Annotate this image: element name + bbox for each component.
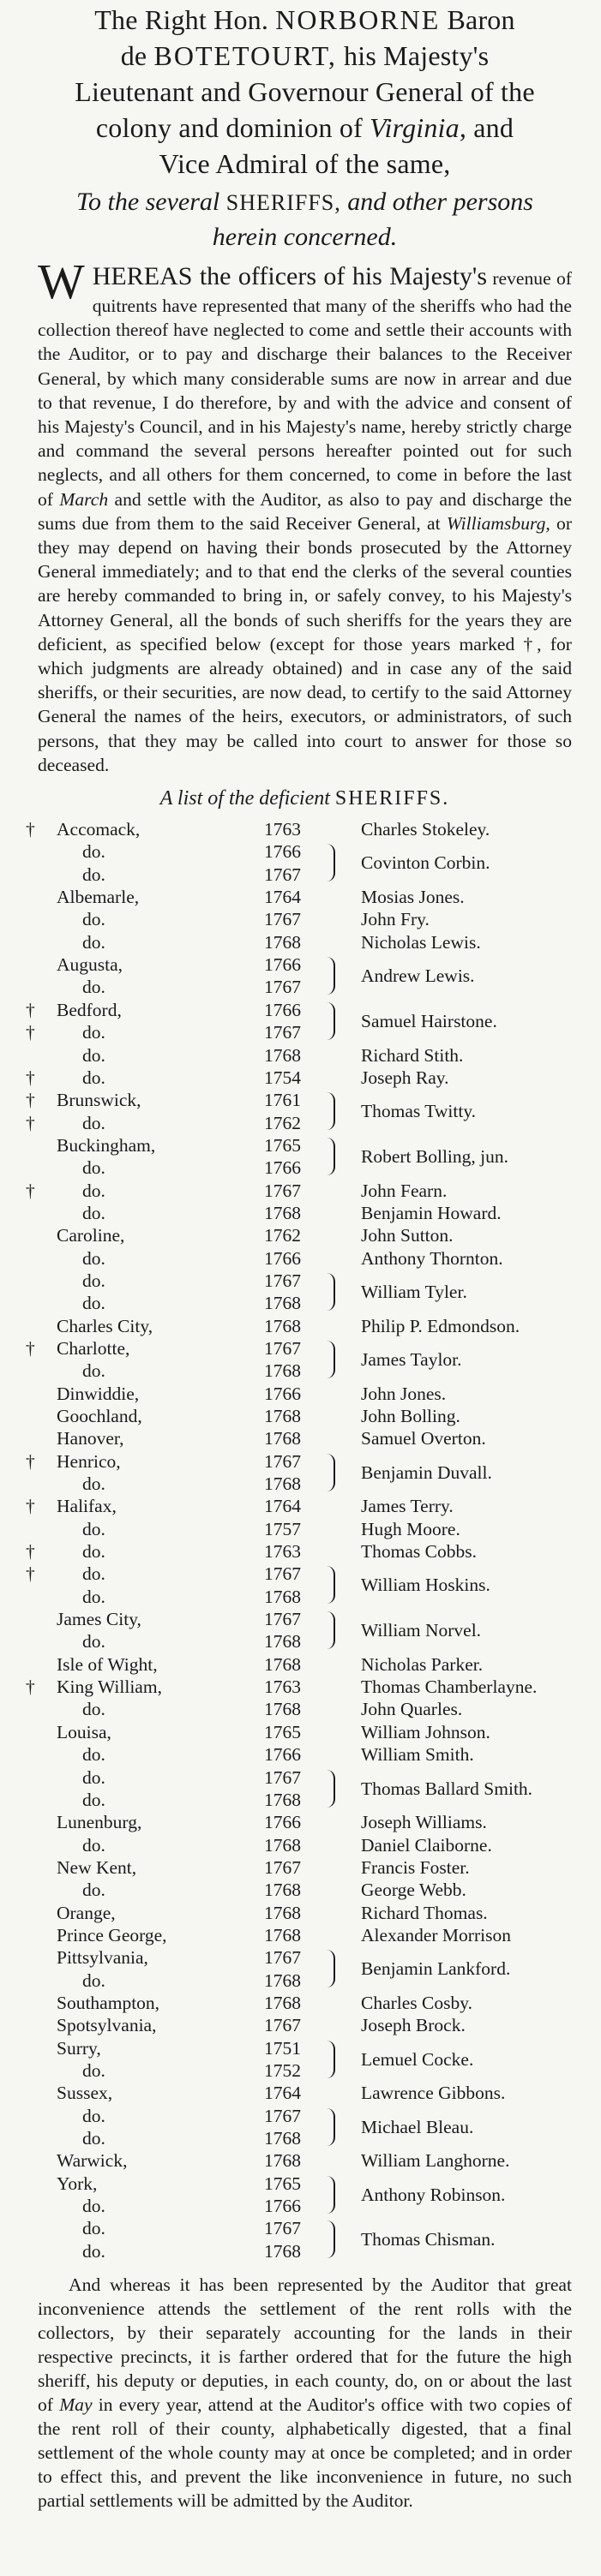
deficient-year: 1768 <box>264 1902 301 1923</box>
sheriff-row <box>38 1856 572 1879</box>
judgment-mark: † <box>26 1180 35 1201</box>
sheriff-name: Francis Foster. <box>361 1856 470 1878</box>
sheriff-name: William Smith. <box>361 1744 474 1766</box>
sheriff-row <box>26 1540 572 1563</box>
sheriff-row <box>26 818 572 840</box>
county-name: do. <box>82 977 105 998</box>
county-name: do. <box>82 1969 105 1991</box>
county-name: do. <box>82 2240 105 2262</box>
county-name: do. <box>82 1157 105 1179</box>
deficient-year: 1764 <box>264 887 301 908</box>
county-name: do. <box>82 1360 105 1382</box>
sheriff-row <box>26 999 572 1031</box>
deficient-year: 1767 <box>264 1180 301 1201</box>
sheriff-name: Joseph Ray. <box>361 1067 449 1088</box>
county-name: do. <box>82 1744 105 1766</box>
sheriff-name: Charles Cosby. <box>361 1992 472 2013</box>
deficient-year: 1766 <box>264 1744 301 1766</box>
county-name: Hanover, <box>57 1428 124 1449</box>
deficient-year: 1763 <box>264 1541 301 1563</box>
sheriff-row <box>38 1202 572 1224</box>
title-line-5: Vice Admiral of the same, <box>159 148 451 179</box>
sheriff-name: Samuel Overton. <box>361 1428 486 1449</box>
deficient-year: 1767 <box>264 2015 301 2036</box>
deficient-year: 1768 <box>264 1360 301 1382</box>
sheriff-name: Michael Bleau. <box>361 2116 474 2137</box>
sheriff-name: William Tyler. <box>361 1281 467 1302</box>
sheriff-row <box>38 1405 572 1427</box>
sheriff-row <box>26 1450 572 1483</box>
sheriff-row <box>38 864 572 886</box>
sheriff-row <box>38 2149 572 2172</box>
deficient-year: 1768 <box>264 1653 301 1675</box>
deficient-year: 1764 <box>264 2083 301 2104</box>
sheriff-name: William Norvel. <box>361 1620 482 1641</box>
county-name: Charlotte, <box>57 1337 130 1359</box>
sheriff-row <box>38 840 572 874</box>
county-name: Goochland, <box>57 1406 142 1426</box>
county-name: James City, <box>57 1609 141 1630</box>
body-part-1: revenue of quitrents have represented that many of the sheriffs who had the collection thereof have neglected to come and settle their accounts with the Auditor, or to pay and discharge their balances to the Receiver General, by which many considerable sums are now in arrear and due to that revenue, I do therefore, by and with the advice and consent of his Majesty's Council, and in his Majesty's name, hereby strictly charge and command the several persons hereafter pointed out for such neglects, and all others for them concerned, to come in before the last of <box>38 268 572 510</box>
sheriff-row <box>38 1721 572 1743</box>
closing-may: May <box>59 2394 93 2416</box>
address-others: and other persons <box>347 188 533 216</box>
deficient-year: 1768 <box>264 2240 301 2262</box>
county-name: do. <box>82 1789 105 1810</box>
sheriff-name: Andrew Lewis. <box>361 965 475 987</box>
deficient-year: 1766 <box>264 954 301 976</box>
deficient-year: 1768 <box>264 1631 301 1653</box>
deficient-year: 1768 <box>264 1699 301 1720</box>
deficient-year: 1768 <box>264 1293 301 1314</box>
deficient-year: 1768 <box>264 1924 301 1945</box>
body-williamsburg: Williamsburg, <box>446 512 550 534</box>
sheriff-name: Nicholas Parker. <box>361 1653 484 1675</box>
sheriff-name: Joseph Williams. <box>361 1812 487 1833</box>
county-name: do. <box>82 1586 105 1607</box>
sheriff-name: Lemuel Cocke. <box>361 2048 474 2070</box>
deficient-year: 1752 <box>264 2059 301 2081</box>
sheriff-row <box>38 1518 572 1540</box>
deficient-year: 1767 <box>264 1270 301 1291</box>
sheriff-row <box>38 1811 572 1833</box>
sheriff-row <box>26 1337 572 1370</box>
county-name: do. <box>82 909 105 930</box>
title-rank: Baron <box>447 4 515 35</box>
county-name: do. <box>82 931 105 953</box>
sheriff-row <box>38 2240 572 2262</box>
deficient-year: 1768 <box>264 1473 301 1495</box>
sheriff-name: John Fearn. <box>361 1180 448 1201</box>
county-name: Surry, <box>57 2037 101 2059</box>
judgment-mark: † <box>26 1067 35 1088</box>
deficient-year: 1765 <box>264 1721 301 1742</box>
sheriff-row <box>38 1698 572 1720</box>
sheriff-name: Thomas Ballard Smith. <box>361 1778 533 1799</box>
sheriff-row <box>26 1067 572 1089</box>
county-name: Lunenburg, <box>57 1812 142 1833</box>
sheriff-row <box>38 2105 572 2137</box>
title-line-4 <box>38 110 572 146</box>
county-name: Warwick, <box>57 2150 128 2172</box>
judgment-mark: † <box>26 1563 35 1585</box>
sheriff-row <box>38 1247 572 1270</box>
deficient-year: 1768 <box>264 1044 301 1066</box>
judgment-mark: † <box>26 1676 35 1698</box>
county-name: do. <box>82 1766 105 1788</box>
sheriff-name: James Terry. <box>361 1496 454 1517</box>
county-name: Accomack, <box>57 819 141 840</box>
deficient-year: 1766 <box>264 1812 301 1833</box>
list-title-text: A list of the deficient <box>159 787 330 810</box>
sheriff-name: John Sutton. <box>361 1225 454 1246</box>
judgment-mark: † <box>26 819 35 840</box>
sheriff-row <box>38 1766 572 1799</box>
county-name: Sussex, <box>57 2083 113 2104</box>
sheriff-name: Daniel Claiborne. <box>361 1834 492 1856</box>
sheriff-row <box>38 886 572 908</box>
sheriff-name: John Fry. <box>361 909 430 930</box>
county-name: do. <box>82 2105 105 2126</box>
sheriff-name: Charles Stokeley. <box>361 819 490 840</box>
county-name: Henrico, <box>57 1450 121 1472</box>
sheriff-row <box>38 1834 572 1856</box>
title-virginia: Virginia, <box>370 112 467 143</box>
county-name: do. <box>82 1067 105 1088</box>
sheriff-row <box>38 1044 572 1067</box>
address-line-1 <box>38 185 572 220</box>
sheriff-row <box>26 1676 572 1698</box>
deficient-year: 1754 <box>264 1067 301 1088</box>
title-de: de <box>120 40 147 71</box>
judgment-mark: † <box>26 1450 35 1472</box>
county-name: York, <box>57 2173 98 2194</box>
county-name: do. <box>82 1247 105 1269</box>
county-name: Brunswick, <box>57 1090 141 1111</box>
county-name: Prince George, <box>57 1924 167 1945</box>
county-name: Pittsylvania, <box>57 1947 148 1969</box>
deficient-year: 1768 <box>264 1880 301 1901</box>
deficient-year: 1767 <box>264 1766 301 1788</box>
list-title <box>38 784 572 813</box>
sheriff-row <box>38 1789 572 1811</box>
title-majesty: his Majesty's <box>344 40 490 71</box>
sheriff-name: Joseph Brock. <box>361 2015 466 2036</box>
sheriff-row <box>38 1292 572 1314</box>
sheriff-name: Covinton Corbin. <box>361 852 490 874</box>
deficient-year: 1767 <box>264 1337 301 1359</box>
deficient-year: 1762 <box>264 1225 301 1246</box>
sheriff-name: Benjamin Howard. <box>361 1202 502 1223</box>
sheriff-row <box>26 1089 572 1122</box>
sheriff-row <box>38 2014 572 2036</box>
sheriff-row <box>38 2195 572 2217</box>
closing-paragraph <box>38 2273 572 2513</box>
title-honorific: The Right Hon. <box>94 4 269 35</box>
deficient-year: 1765 <box>264 2173 301 2194</box>
county-name: do. <box>82 1563 105 1585</box>
judgment-mark: † <box>26 1112 35 1133</box>
deficient-year: 1767 <box>264 1609 301 1630</box>
closing-part-1: And whereas it has been represented by the Auditor that great inconvenience attends the settlement of the rent rolls with the collectors, by their separately accounting for the lands in their respective precincts, it is farther ordered that for the future the high sheriff, his deputy or deputies, in each county, do, on or about the last of <box>38 2274 572 2416</box>
county-name: do. <box>82 1518 105 1539</box>
sheriff-row <box>38 1630 572 1653</box>
sheriff-name: William Hoskins. <box>361 1575 490 1596</box>
title-line-1 <box>38 2 572 38</box>
sheriff-name: Mosias Jones. <box>361 887 465 908</box>
deficient-year: 1767 <box>264 2105 301 2126</box>
county-name: do. <box>82 864 105 885</box>
county-name: Buckingham, <box>57 1134 156 1156</box>
judgment-mark: † <box>26 1496 35 1517</box>
county-name: do. <box>82 1044 105 1066</box>
sheriff-row <box>38 2127 572 2149</box>
sheriff-row <box>38 931 572 953</box>
county-name: Dinwiddie, <box>57 1383 140 1404</box>
deficient-year: 1766 <box>264 1383 301 1404</box>
deficient-year: 1768 <box>264 2150 301 2172</box>
deficient-year: 1766 <box>264 1157 301 1179</box>
sheriff-row <box>26 1021 572 1043</box>
county-name: do. <box>82 1699 105 1720</box>
sheriff-row <box>38 1608 572 1641</box>
county-name: Charles City, <box>57 1315 153 1336</box>
title-colony: colony and dominion of <box>95 112 363 143</box>
county-name: do. <box>82 1270 105 1291</box>
sheriff-name: Thomas Chisman. <box>361 2229 496 2250</box>
sheriff-name: Benjamin Lankford. <box>361 1958 511 1980</box>
list-title-sheriffs: SHERIFFS. <box>334 787 450 810</box>
sheriff-row <box>38 2173 572 2205</box>
deficient-year: 1767 <box>264 1856 301 1878</box>
deficient-year: 1765 <box>264 1134 301 1156</box>
county-name: do. <box>82 1473 105 1495</box>
deficient-year: 1768 <box>264 1315 301 1336</box>
body-part-3: or they may depend on having their bonds prosecuted by the Attorney General immediately; and to that end the clerks of the several counties are hereby commanded to bring in, or safely convey, to his Majesty's Attorney General, all the bonds of such sheriffs for the years they are deficient, as specified below (except for those years marked †, for which judgments are already obtained) and in case any of the said sheriffs, or their securities, are now dead, to certify to the said Attorney General the names of the heirs, executors, or administrators, of such persons, that they may be called into court to answer for those so deceased. <box>38 512 573 775</box>
sheriff-row <box>38 2082 572 2104</box>
sheriff-row <box>38 1586 572 1608</box>
county-name: Bedford, <box>57 999 122 1020</box>
sheriff-row <box>26 1112 572 1134</box>
county-name: do. <box>82 2059 105 2081</box>
deficient-year: 1761 <box>264 1090 301 1111</box>
sheriff-row <box>38 1992 572 2014</box>
county-name: Albemarle, <box>57 887 140 908</box>
proclamation-title <box>38 2 572 182</box>
sheriff-row <box>26 1495 572 1517</box>
deficient-year: 1767 <box>264 1563 301 1585</box>
deficient-year: 1768 <box>264 1834 301 1856</box>
deficient-year: 1768 <box>264 1586 301 1607</box>
deficient-year: 1767 <box>264 864 301 885</box>
title-surname: BOTETOURT, <box>153 40 337 71</box>
sheriff-row <box>38 1924 572 1946</box>
sheriff-name: Richard Thomas. <box>361 1902 488 1923</box>
sheriff-name: Lawrence Gibbons. <box>361 2083 506 2104</box>
judgment-mark: † <box>26 1541 35 1563</box>
deficient-year: 1767 <box>264 1947 301 1969</box>
county-name: do. <box>82 1112 105 1133</box>
deficient-year: 1768 <box>264 1428 301 1449</box>
judgment-mark: † <box>26 1337 35 1359</box>
sheriff-name: Robert Bolling, jun. <box>361 1145 508 1167</box>
deficient-year: 1768 <box>264 1789 301 1810</box>
sheriff-row <box>38 953 572 987</box>
deficient-year: 1767 <box>264 1022 301 1043</box>
county-name: do. <box>82 1541 105 1563</box>
sheriff-row <box>38 1902 572 1924</box>
proclamation-body <box>38 254 573 777</box>
county-name: Southampton, <box>57 1992 160 2013</box>
drop-cap: W <box>38 254 87 309</box>
body-march: March <box>59 488 109 510</box>
sheriff-name: George Webb. <box>361 1880 466 1901</box>
sheriff-row <box>38 1224 572 1246</box>
deficient-year: 1767 <box>264 1450 301 1472</box>
closing-part-2: in every year, attend at the Auditor's office with two copies of the rent roll of their county, alphabetically digested, that a final settlement of the whole county may at once be completed; and in order to effect this, and prevent the like inconvenience in future, no such partial settlements will be admitted by the Auditor. <box>38 2394 573 2512</box>
deficient-year: 1763 <box>264 1676 301 1698</box>
county-name: do. <box>82 841 105 863</box>
sheriff-row <box>38 1134 572 1167</box>
sheriff-row <box>38 1879 572 1901</box>
sheriff-name: Samuel Hairstone. <box>361 1010 497 1031</box>
deficient-year: 1768 <box>264 1202 301 1223</box>
county-name: Spotsylvania, <box>57 2015 157 2036</box>
sheriff-name: William Langhorne. <box>361 2150 510 2172</box>
sheriff-row <box>38 908 572 930</box>
judgment-mark: † <box>26 1090 35 1111</box>
county-name: King William, <box>57 1676 162 1698</box>
sheriff-name: John Bolling. <box>361 1406 460 1426</box>
deficient-year: 1766 <box>264 999 301 1020</box>
county-name: Augusta, <box>57 954 123 976</box>
county-name: Halifax, <box>57 1496 117 1517</box>
deficient-year: 1766 <box>264 2196 301 2217</box>
sheriff-row <box>26 1180 572 1202</box>
title-line-2 <box>38 38 572 74</box>
sheriff-name: Thomas Chamberlayne. <box>361 1676 538 1698</box>
county-name: do. <box>82 1834 105 1856</box>
sheriff-name: Thomas Twitty. <box>361 1101 477 1122</box>
county-name: Isle of Wight, <box>57 1653 158 1675</box>
judgment-mark: † <box>26 999 35 1020</box>
county-name: do. <box>82 2196 105 2217</box>
county-name: do. <box>82 2218 105 2239</box>
sheriff-row <box>38 1969 572 1992</box>
address-line-2: herein concerned. <box>212 223 398 251</box>
body-part-2: and settle with the Auditor, as also to pay and discharge the sums due from them to the said Receiver General, at <box>38 488 573 534</box>
county-name: Caroline, <box>57 1225 125 1246</box>
county-name: do. <box>82 1022 105 1043</box>
county-name: do. <box>82 1631 105 1653</box>
address-to: To the several <box>76 188 220 216</box>
sheriff-name: Thomas Cobbs. <box>361 1541 477 1563</box>
deficient-year: 1762 <box>264 1112 301 1133</box>
sheriff-row <box>38 1360 572 1382</box>
judgment-mark: † <box>26 1022 35 1043</box>
deficient-year: 1768 <box>264 1406 301 1426</box>
address-line <box>38 185 572 254</box>
sheriff-name: Benjamin Duvall. <box>361 1461 492 1483</box>
county-name: do. <box>82 1880 105 1901</box>
sheriff-row <box>38 1383 572 1405</box>
sheriff-name: Anthony Thornton. <box>361 1247 503 1269</box>
sheriff-name: Alexander Morrison <box>361 1924 511 1945</box>
deficient-year: 1764 <box>264 1496 301 1517</box>
sheriff-name: Philip P. Edmondson. <box>361 1315 520 1336</box>
county-name: do. <box>82 1293 105 1314</box>
title-and: and <box>473 112 514 143</box>
county-name: Louisa, <box>57 1721 111 1742</box>
sheriff-row <box>38 1315 572 1337</box>
sheriff-name: Hugh Moore. <box>361 1518 460 1539</box>
deficient-year: 1767 <box>264 909 301 930</box>
sheriff-row <box>38 1157 572 1179</box>
deficient-year: 1763 <box>264 819 301 840</box>
county-name: Orange, <box>57 1902 116 1923</box>
sheriff-row <box>38 2217 572 2250</box>
opening-line: HEREAS the officers of his Majesty's <box>92 262 488 290</box>
deficient-year: 1768 <box>264 2128 301 2149</box>
sheriff-list <box>26 818 572 2262</box>
deficient-year: 1757 <box>264 1518 301 1539</box>
sheriff-row <box>38 976 572 998</box>
sheriff-name: Richard Stith. <box>361 1044 464 1066</box>
title-name: NORBORNE <box>275 4 441 35</box>
sheriff-row <box>38 1427 572 1449</box>
deficient-year: 1766 <box>264 1247 301 1269</box>
sheriff-name: James Taylor. <box>361 1348 462 1370</box>
sheriff-row <box>26 1563 572 1596</box>
sheriff-name: Anthony Robinson. <box>361 2184 506 2205</box>
sheriff-row <box>38 1743 572 1766</box>
county-name: do. <box>82 2128 105 2149</box>
deficient-year: 1768 <box>264 1969 301 1991</box>
proclamation-page <box>0 2 601 2576</box>
deficient-year: 1766 <box>264 841 301 863</box>
county-name: New Kent, <box>57 1856 137 1878</box>
sheriff-row <box>38 2059 572 2082</box>
county-name: do. <box>82 1180 105 1201</box>
deficient-year: 1768 <box>264 931 301 953</box>
sheriff-name: William Johnson. <box>361 1721 490 1742</box>
sheriff-name: Nicholas Lewis. <box>361 931 481 953</box>
address-sheriffs: SHERIFFS, <box>225 190 341 215</box>
deficient-year: 1767 <box>264 977 301 998</box>
title-line-3: Lieutenant and Governour General of the <box>75 76 535 107</box>
deficient-year: 1767 <box>264 2218 301 2239</box>
sheriff-name: John Jones. <box>361 1383 447 1404</box>
deficient-year: 1751 <box>264 2037 301 2059</box>
sheriff-row <box>38 1653 572 1676</box>
county-name: do. <box>82 1202 105 1223</box>
deficient-year: 1768 <box>264 1992 301 2013</box>
sheriff-name: John Quarles. <box>361 1699 463 1720</box>
sheriff-row <box>38 1473 572 1495</box>
sheriff-row <box>38 1270 572 1302</box>
